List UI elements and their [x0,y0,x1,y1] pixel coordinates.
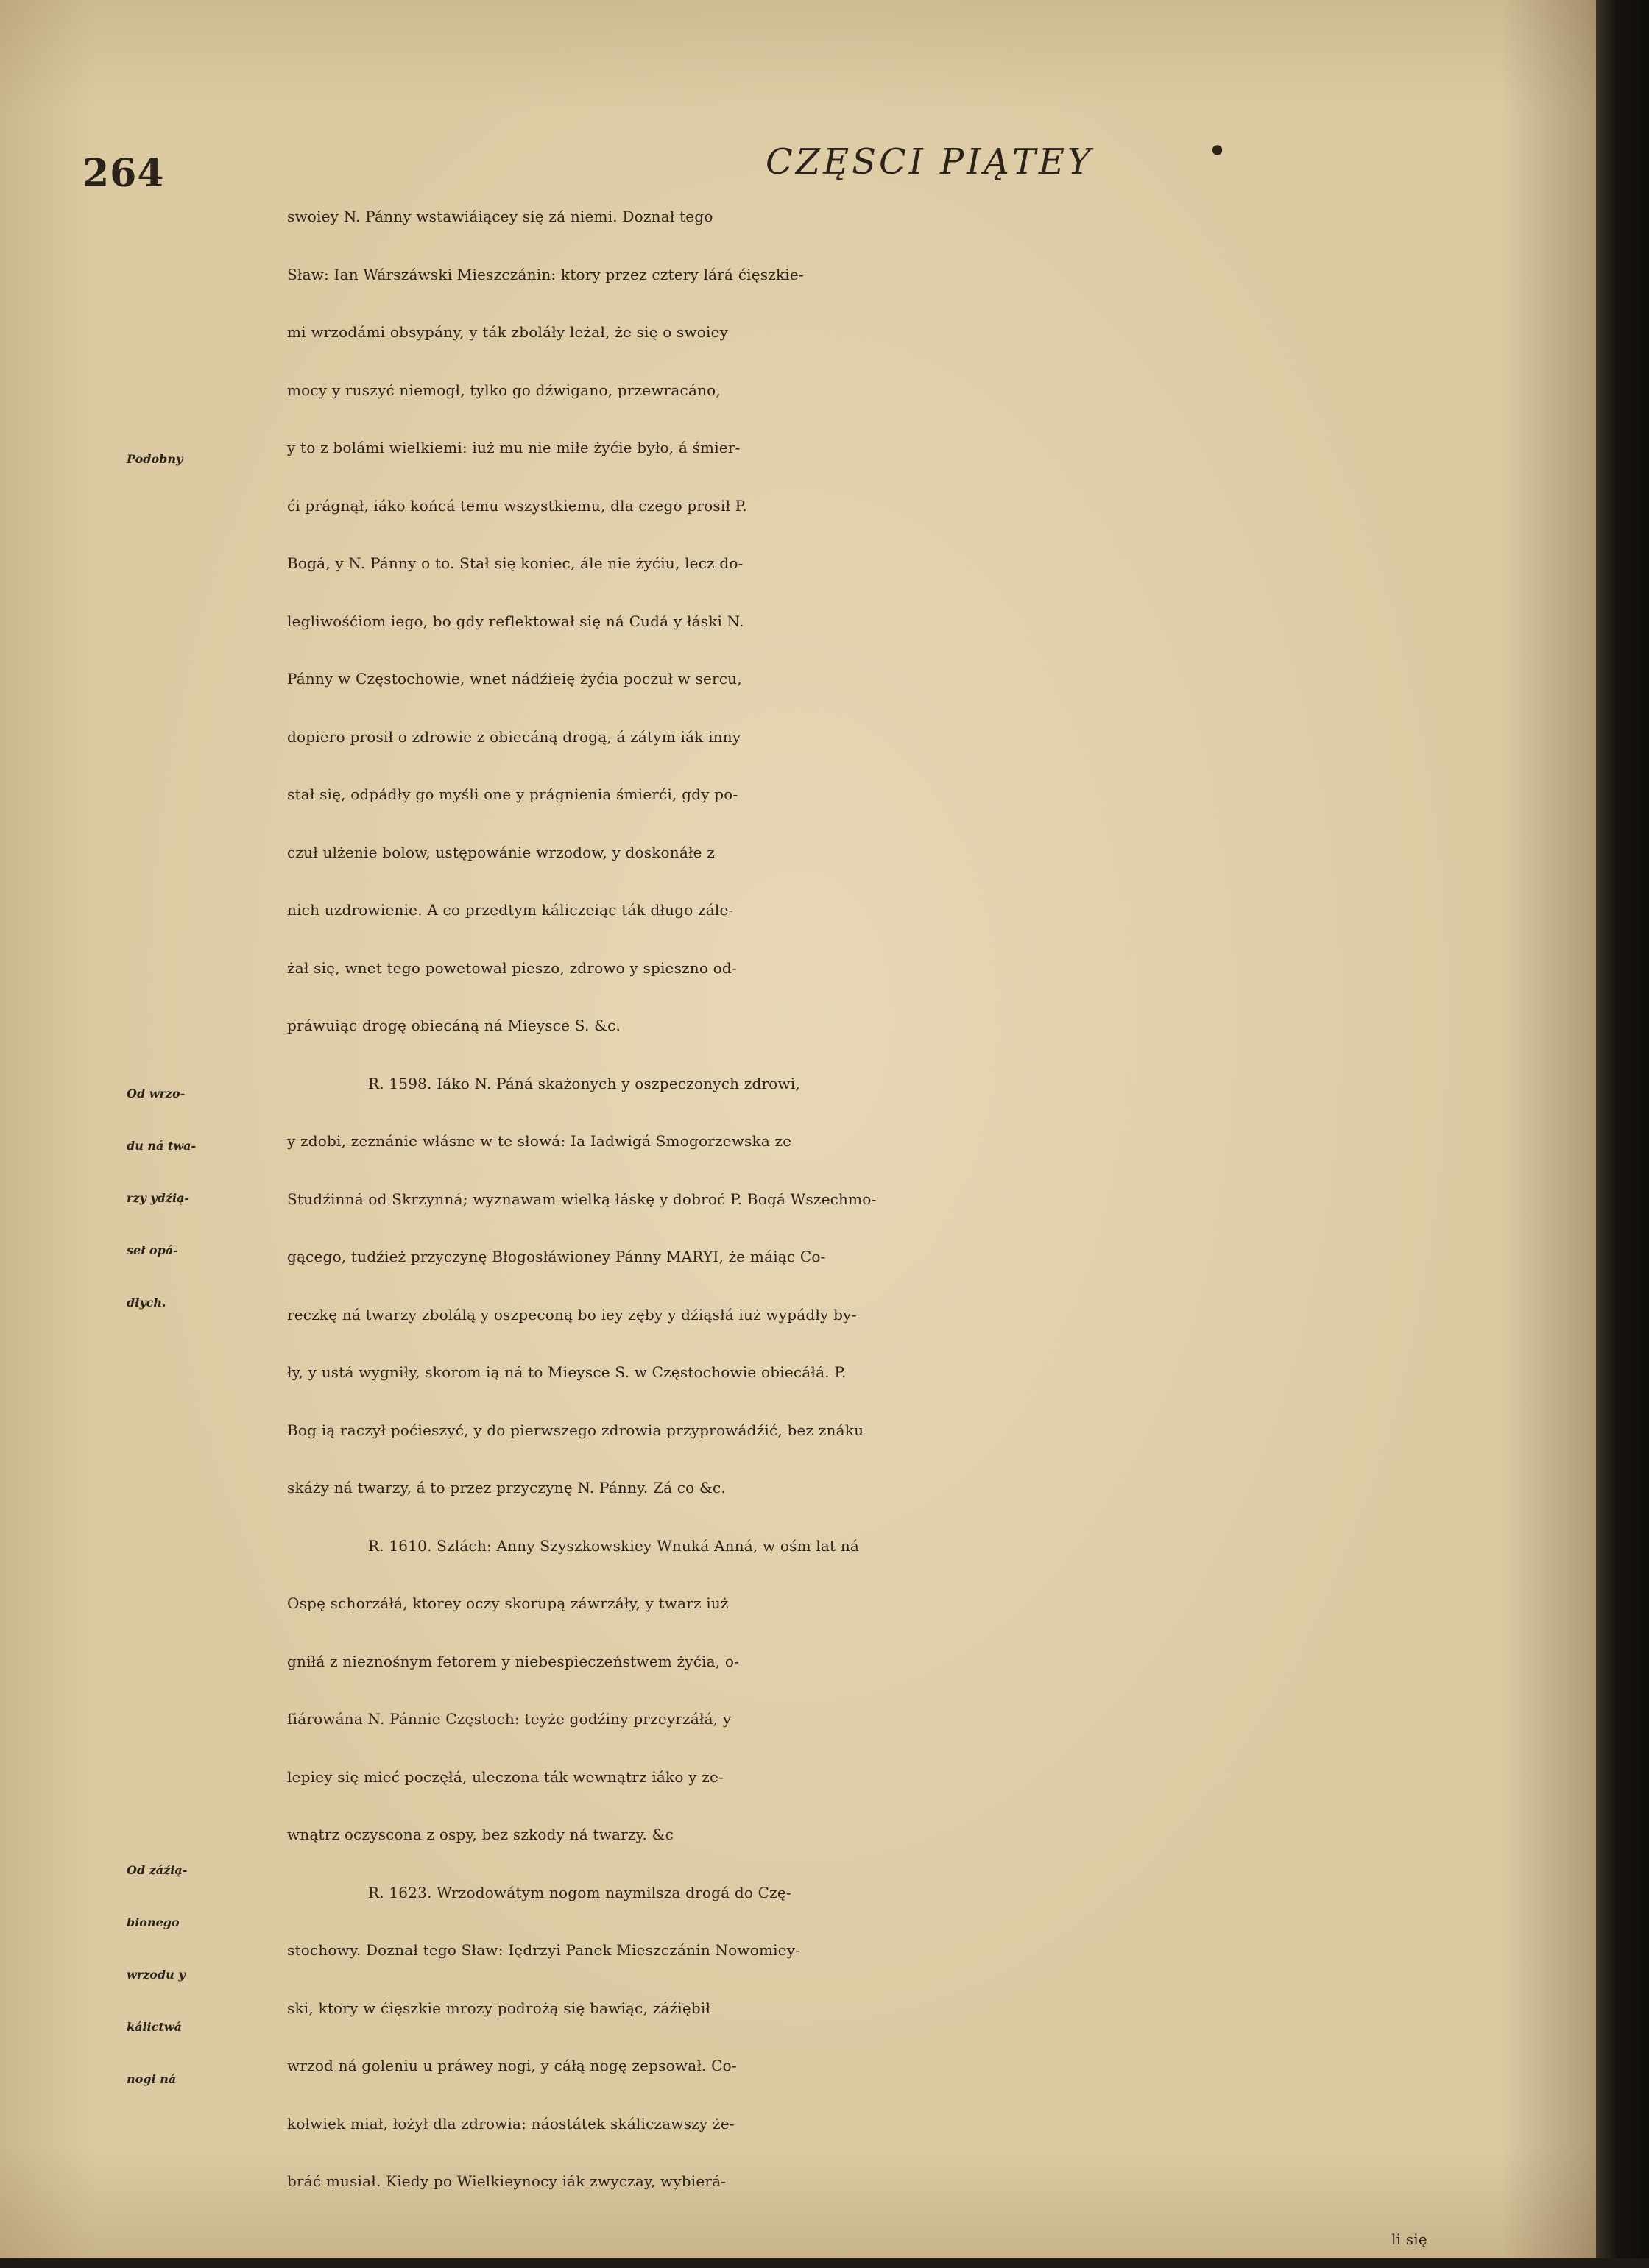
margin-note-line: Podobny [127,433,289,485]
text-line: Pánny w Częstochowie, wnet nádźieię żyćia poczuł w sercu, [287,650,1575,708]
running-head: CZĘSCI PIĄTEY [766,141,1094,183]
text-line: R. 1598. Iáko N. Páná skażonych y oszpeczonych zdrowi, [287,1055,1575,1113]
margin-note-line: kálictwá [127,2001,289,2053]
margin-note-line: seł opá- [127,1224,289,1276]
text-line: legliwośćiom iego, bo gdy reflektował się ná Cudá y łáski N. [287,593,1575,651]
text-line: Bog ią raczył poćieszyć, y do pierwszego zdrowia przyprowádźić, bez znáku [287,1402,1575,1460]
margin-note-podobny [127,433,289,485]
text-line: kolwiek miał, łożył dla zdrowia: náostátek skáliczawszy że- [287,2095,1575,2153]
text-line: Studźinná od Skrzynná; wyznawam wielką łáskę y dobroć P. Bogá Wszechmo- [287,1170,1575,1229]
margin-note-line: rzy ydźią- [127,1172,289,1224]
margin-note-line: Od záźią- [127,1844,289,1896]
text-line: práwuiąc drogę obiecáną ná Mieysce S. &c. [287,997,1575,1055]
text-line: gącego, tudźież przyczynę Błogosłáwioney Pánny MARYI, że máiąc Co- [287,1228,1575,1286]
text-line: wrzod ná goleniu u práwey nogi, y cáłą nogę zepsował. Co- [287,2037,1575,2095]
text-line: Ospę schorzáłá, ktorey oczy skorupą záwrzáły, y twarz iuż [287,1575,1575,1633]
text-line: ski, ktory w ćięszkie mrozy podrożą się bawiąc, záźiębił [287,1979,1575,2038]
margin-note-line: Od wrzo- [127,1067,289,1120]
text-line: wnątrz oczyscona z ospy, bez szkody ná twarzy. &c [287,1806,1575,1864]
text-line: Sław: Ian Wárszáwski Mieszczánin: ktory przez cztery lárá ćięszkie- [287,246,1575,304]
margin-note-line: nogi ná [127,2053,289,2105]
text-line: swoiey N. Pánny wstawiáiącey się zá niemi. Doznał tego [287,188,1575,246]
text-line: y zdobi, zeznánie włásne w te słowá: Ia Iadwigá Smogorzewska ze [287,1112,1575,1170]
text-line: stochowy. Doznał tego Sław: Iędrzyi Panek Mieszczánin Nowomiey- [287,1921,1575,1979]
text-line: ći prágnął, iáko końcá temu wszystkiemu, dla czego prosił P. [287,477,1575,535]
text-line: Bogá, y N. Pánny o to. Stał się koniec, ále nie żyćiu, lecz do- [287,534,1575,593]
text-line: y to z bolámi wielkiemi: iuż mu nie miłe żyćie było, á śmier- [287,419,1575,477]
margin-note-line: bionego [127,1896,289,1949]
text-line: R. 1623. Wrzodowátym nogom naymilsza drogá do Czę- [287,1864,1575,1922]
margin-note-line: du ná twa- [127,1120,289,1172]
text-line: nich uzdrowienie. A co przedtym káliczeiąc ták długo zále- [287,881,1575,939]
text-line: R. 1610. Szlách: Anny Szyszkowskiey Wnuká Anná, w ośm lat ná [287,1517,1575,1575]
text-line: żał się, wnet tego powetował pieszo, zdrowo y spieszno od- [287,939,1575,997]
margin-note-od-wrzodu [127,1067,289,1329]
text-line: skáży ná twarzy, á to przez przyczynę N. Pánny. Zá co &c. [287,1459,1575,1517]
book-edge-shadow [1596,0,1649,2258]
margin-note-od-zaziebionego [127,1844,289,2105]
text-line: reczkę ná twarzy zbolálą y oszpeconą bo iey zęby y dźiąsłá iuż wypádły by- [287,1286,1575,1344]
text-line: gniłá z nieznośnym fetorem y niebespieczeństwem żyćia, o- [287,1633,1575,1691]
text-line: mocy y ruszyć niemogł, tylko go dźwigano, przewracáno, [287,361,1575,420]
main-text-block [287,188,1575,2268]
text-line: stał się, odpádły go myśli one y prágnienia śmierći, gdy po- [287,766,1575,824]
running-head-mark: • [1207,131,1227,171]
text-line: mi wrzodámi obsypány, y ták zboláły leżał, że się o swoiey [287,303,1575,361]
text-line: fiárowána N. Pánnie Częstoch: teyże godźiny przeyrzáłá, y [287,1690,1575,1748]
text-line: czuł ulżenie bolow, ustępowánie wrzodow, y doskonáłe z [287,824,1575,882]
text-line: bráć musiał. Kiedy po Wielkieynocy iák zwyczay, wybierá- [287,2152,1575,2211]
text-line: dopiero prosił o zdrowie z obiecáną drogą, á zátym iák inny [287,708,1575,766]
margin-note-line: dłych. [127,1276,289,1329]
page-number: 264 [82,151,165,196]
margin-note-line: wrzodu y [127,1949,289,2001]
text-line: li się [287,2211,1575,2268]
text-line: ły, y ustá wygniły, skorom ią ná to Mieysce S. w Częstochowie obiecáłá. P. [287,1343,1575,1402]
text-line: lepiey się mieć poczęłá, uleczona ták wewnątrz iáko y ze- [287,1748,1575,1806]
